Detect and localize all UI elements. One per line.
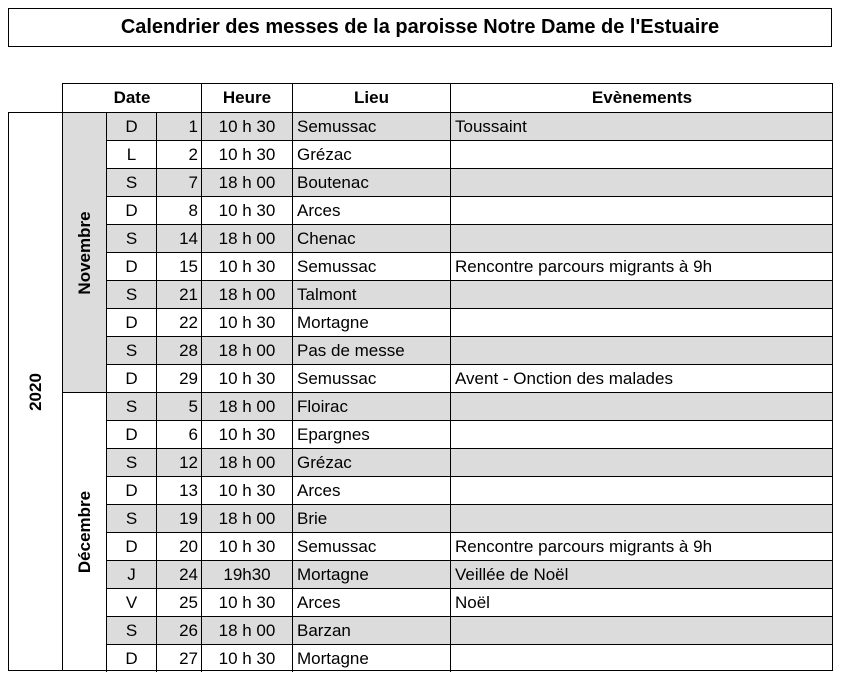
- table-border-right: [832, 83, 833, 671]
- day-number: 28: [156, 336, 201, 364]
- event-text: [450, 168, 833, 196]
- mass-time: 18 h 00: [201, 224, 292, 252]
- year-cell: [8, 112, 62, 671]
- day-number: 21: [156, 280, 201, 308]
- day-letter: S: [106, 448, 156, 476]
- mass-time: 19h30: [201, 560, 292, 588]
- day-letter: S: [106, 224, 156, 252]
- event-text: Noël: [450, 588, 833, 616]
- day-number: 20: [156, 532, 201, 560]
- day-number: 26: [156, 616, 201, 644]
- day-letter: S: [106, 168, 156, 196]
- mass-place: Grézac: [292, 448, 450, 476]
- mass-place: Mortagne: [292, 560, 450, 588]
- event-text: [450, 140, 833, 168]
- event-text: [450, 392, 833, 420]
- mass-place: Semussac: [292, 252, 450, 280]
- mass-time: 18 h 00: [201, 448, 292, 476]
- day-number: 25: [156, 588, 201, 616]
- mass-time: 10 h 30: [201, 644, 292, 672]
- mass-time: 10 h 30: [201, 420, 292, 448]
- mass-time: 10 h 30: [201, 476, 292, 504]
- mass-place: Grézac: [292, 140, 450, 168]
- mass-time: 10 h 30: [201, 112, 292, 140]
- page-title: Calendrier des messes de la paroisse Notre Dame de l'Estuaire: [8, 8, 832, 47]
- day-number: 8: [156, 196, 201, 224]
- day-letter: S: [106, 280, 156, 308]
- day-number: 29: [156, 364, 201, 392]
- event-text: [450, 308, 833, 336]
- mass-place: Boutenac: [292, 168, 450, 196]
- mass-time: 18 h 00: [201, 504, 292, 532]
- day-letter: L: [106, 140, 156, 168]
- mass-place: Arces: [292, 476, 450, 504]
- event-text: [450, 420, 833, 448]
- mass-place: Barzan: [292, 616, 450, 644]
- day-number: 15: [156, 252, 201, 280]
- event-text: Rencontre parcours migrants à 9h: [450, 532, 833, 560]
- mass-place: Semussac: [292, 112, 450, 140]
- mass-place: Semussac: [292, 532, 450, 560]
- header-date: Date: [62, 83, 201, 112]
- event-text: [450, 196, 833, 224]
- mass-place: Arces: [292, 588, 450, 616]
- header-evenements: Evènements: [450, 83, 833, 112]
- mass-time: 10 h 30: [201, 140, 292, 168]
- mass-place: Talmont: [292, 280, 450, 308]
- mass-place: Epargnes: [292, 420, 450, 448]
- event-text: Avent - Onction des malades: [450, 364, 833, 392]
- mass-time: 18 h 00: [201, 280, 292, 308]
- day-number: 2: [156, 140, 201, 168]
- event-text: [450, 644, 833, 672]
- month-label: Novembre: [74, 210, 94, 295]
- day-letter: D: [106, 420, 156, 448]
- mass-time: 10 h 30: [201, 252, 292, 280]
- month-label: Décembre: [74, 490, 94, 574]
- day-number: 27: [156, 644, 201, 672]
- mass-place: Chenac: [292, 224, 450, 252]
- mass-time: 10 h 30: [201, 196, 292, 224]
- day-letter: D: [106, 532, 156, 560]
- mass-time: 18 h 00: [201, 392, 292, 420]
- day-number: 12: [156, 448, 201, 476]
- event-text: [450, 280, 833, 308]
- day-letter: D: [106, 644, 156, 672]
- mass-time: 10 h 30: [201, 588, 292, 616]
- event-text: [450, 224, 833, 252]
- day-letter: D: [106, 252, 156, 280]
- mass-time: 18 h 00: [201, 336, 292, 364]
- day-number: 13: [156, 476, 201, 504]
- event-text: [450, 504, 833, 532]
- event-text: [450, 336, 833, 364]
- day-letter: S: [106, 336, 156, 364]
- event-text: Rencontre parcours migrants à 9h: [450, 252, 833, 280]
- day-letter: S: [106, 504, 156, 532]
- day-number: 19: [156, 504, 201, 532]
- day-number: 5: [156, 392, 201, 420]
- mass-time: 10 h 30: [201, 532, 292, 560]
- header-lieu: Lieu: [292, 83, 450, 112]
- month-cell-decembre: [62, 392, 106, 671]
- day-letter: V: [106, 588, 156, 616]
- day-number: 6: [156, 420, 201, 448]
- mass-place: Mortagne: [292, 644, 450, 672]
- mass-place: Arces: [292, 196, 450, 224]
- mass-time: 10 h 30: [201, 364, 292, 392]
- mass-time: 10 h 30: [201, 308, 292, 336]
- day-letter: J: [106, 560, 156, 588]
- header-heure: Heure: [201, 83, 292, 112]
- day-letter: S: [106, 616, 156, 644]
- day-letter: D: [106, 196, 156, 224]
- year-label: 2020: [25, 373, 45, 411]
- day-letter: D: [106, 112, 156, 140]
- day-letter: D: [106, 364, 156, 392]
- month-cell-novembre: [62, 112, 106, 392]
- mass-time: 18 h 00: [201, 168, 292, 196]
- mass-place: Pas de messe: [292, 336, 450, 364]
- day-number: 14: [156, 224, 201, 252]
- day-number: 7: [156, 168, 201, 196]
- mass-place: Semussac: [292, 364, 450, 392]
- day-number: 24: [156, 560, 201, 588]
- table-border-bottom: [8, 670, 833, 671]
- mass-time: 18 h 00: [201, 616, 292, 644]
- day-number: 1: [156, 112, 201, 140]
- day-letter: S: [106, 392, 156, 420]
- event-text: Toussaint: [450, 112, 833, 140]
- mass-place: Brie: [292, 504, 450, 532]
- event-text: [450, 476, 833, 504]
- day-number: 22: [156, 308, 201, 336]
- day-letter: D: [106, 308, 156, 336]
- mass-place: Mortagne: [292, 308, 450, 336]
- event-text: [450, 448, 833, 476]
- event-text: [450, 616, 833, 644]
- day-letter: D: [106, 476, 156, 504]
- event-text: Veillée de Noël: [450, 560, 833, 588]
- mass-place: Floirac: [292, 392, 450, 420]
